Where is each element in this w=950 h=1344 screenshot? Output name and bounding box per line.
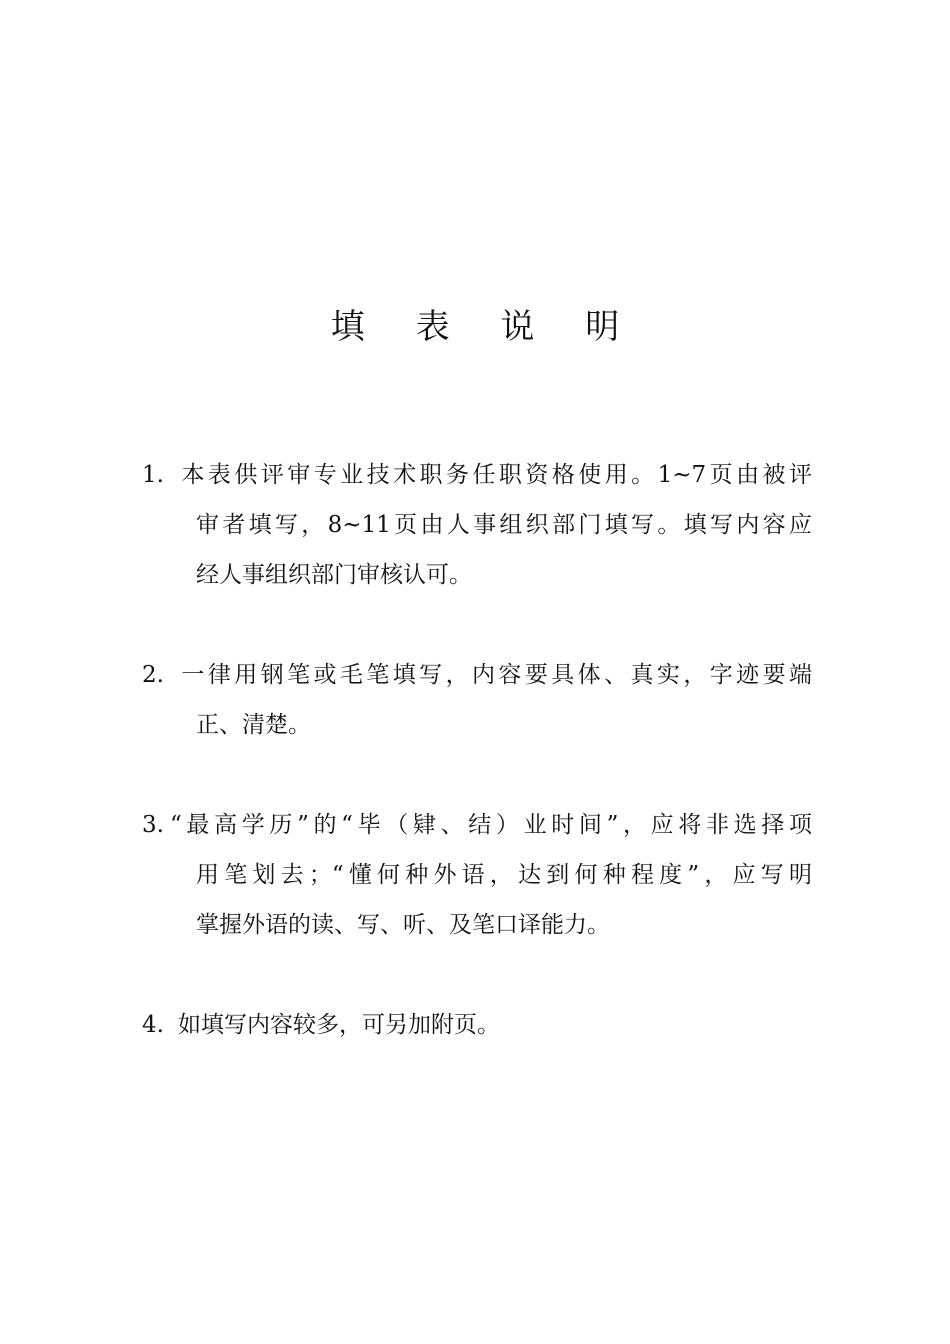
item-number: 2. bbox=[142, 662, 164, 688]
instruction-item-4 bbox=[142, 1000, 812, 1050]
instruction-item-3 bbox=[142, 800, 812, 950]
item-number: 4. bbox=[142, 1012, 164, 1038]
instruction-line bbox=[142, 800, 812, 850]
instruction-line: 用笔划去；“懂何种外语，达到何种程度”，应写明 bbox=[196, 862, 812, 888]
item-number: 3. bbox=[142, 812, 164, 838]
item-text: 如填写内容较多，可另加附页。 bbox=[178, 1012, 500, 1038]
item-text: 一律用钢笔或毛笔填写，内容要具体、真实，字迹要端 bbox=[178, 662, 812, 688]
instruction-line: 审者填写，8~11页由人事组织部门填写。填写内容应 bbox=[196, 512, 812, 538]
item-number: 1. bbox=[142, 462, 164, 488]
instruction-line bbox=[142, 450, 812, 500]
instruction-line bbox=[142, 650, 812, 700]
page-title: 填 表 说 明 bbox=[330, 307, 640, 347]
instruction-item-2 bbox=[142, 650, 812, 750]
instruction-line: 经人事组织部门审核认可。 bbox=[196, 562, 472, 588]
item-text: 本表供评审专业技术职务任职资格使用。1~7页由被评 bbox=[178, 462, 812, 488]
item-text: “最高学历”的“毕（肄、结）业时间”，应将非选择项 bbox=[170, 812, 812, 838]
instruction-line: 掌握外语的读、写、听、及笔口译能力。 bbox=[196, 912, 610, 938]
instruction-line: 正、清楚。 bbox=[196, 712, 311, 738]
instruction-line bbox=[142, 1000, 812, 1050]
instruction-item-1 bbox=[142, 450, 812, 600]
